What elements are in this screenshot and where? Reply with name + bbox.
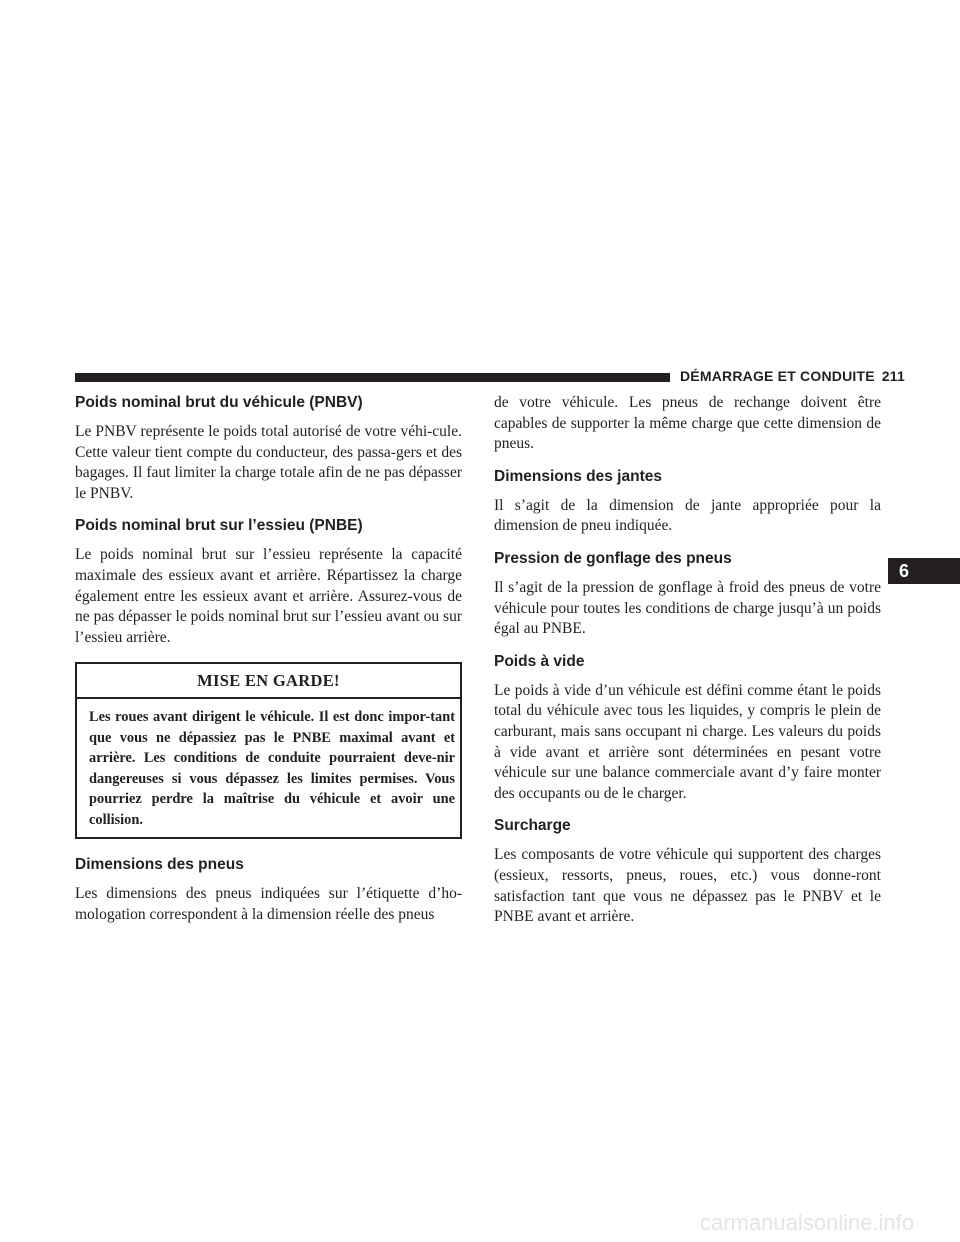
- heading-pnbv: Poids nominal brut du véhicule (PNBV): [75, 394, 363, 411]
- paragraph-pnbe: Le poids nominal brut sur l’essieu représente la capacité maximale des essieux avant et arrière. Répartissez la charge également entre les essieux avant et arrière. Assurez-vous de ne pas dépasser le poids nominal brut sur l’essieu avant ou sur l’essieu arrière.: [75, 546, 462, 646]
- warning-text: Les roues avant dirigent le véhicule. Il est donc impor-tant que vous ne dépassiez pas le PNBE maximal avant et arrière. Les conditions de conduite pourraient deve-nir dangereuses si vous dépassez les limites permises. Vous pourriez perdre la maîtrise du véhicule et avoir une collision.: [89, 709, 455, 828]
- running-header: [680, 368, 905, 384]
- heading-inflation-pressure: Pression de gonflage des pneus: [494, 549, 732, 567]
- paragraph-pnbv: Le PNBV représente le poids total autorisé de votre véhi-cule. Cette valeur tient compte du conducteur, des passa-gers et des bagages. Il faut limiter la charge totale afin de ne pas dépasser le PNBV.: [75, 423, 462, 502]
- paragraph-tire-dimensions: Les dimensions des pneus indiquées sur l’étiquette d’ho-mologation correspondent à la dimension réelle des pneus: [75, 885, 462, 923]
- heading-pnbe: Poids nominal brut sur l’essieu (PNBE): [75, 517, 363, 535]
- chapter-tab: 6: [888, 558, 960, 584]
- left-column: [75, 393, 462, 938]
- warning-box: [75, 662, 462, 839]
- page-number: 211: [881, 368, 905, 384]
- paragraph-overload: Les composants de votre véhicule qui supportent des charges (essieux, ressorts, pneus, roues, etc.) vous donne-ront satisfaction tant que vous ne dépassez pas le PNBV et le PNBE avant et arrière.: [494, 846, 881, 926]
- heading-curb-weight: Poids à vide: [494, 652, 585, 670]
- section-title: DÉMARRAGE ET CONDUITE: [680, 368, 875, 384]
- paragraph-rim-dimensions: Il s’agit de la dimension de jante appropriée pour la dimension de pneu indiquée.: [494, 496, 881, 535]
- paragraph-inflation-pressure: Il s’agit de la pression de gonflage à froid des pneus de votre véhicule pour toutes les conditions de charge jusqu’à un poids égal au PNBE.: [494, 578, 881, 638]
- right-column: [494, 393, 881, 940]
- watermark: carmanualsonline.info: [700, 1210, 915, 1235]
- paragraph-curb-weight: Le poids à vide d’un véhicule est défini comme étant le poids total du véhicule avec tous les liquides, y compris le plein de carburant, mais sans occupant ni charge. Les valeurs du poids à vide avant et arrière sont déterminées en pesant votre véhicule sur une balance commerciale avant d’y faire monter des occupants ou de le charger.: [494, 681, 881, 802]
- heading-rim-dimensions: Dimensions des jantes: [494, 467, 662, 485]
- header-rule: [75, 373, 670, 382]
- warning-title: MISE EN GARDE!: [77, 664, 460, 699]
- heading-tire-dimensions: Dimensions des pneus: [75, 856, 244, 874]
- paragraph-tire-dimensions-continued: de votre véhicule. Les pneus de rechange doivent être capables de supporter la même charge que cette dimension de pneus.: [494, 394, 881, 453]
- heading-overload: Surcharge: [494, 817, 571, 835]
